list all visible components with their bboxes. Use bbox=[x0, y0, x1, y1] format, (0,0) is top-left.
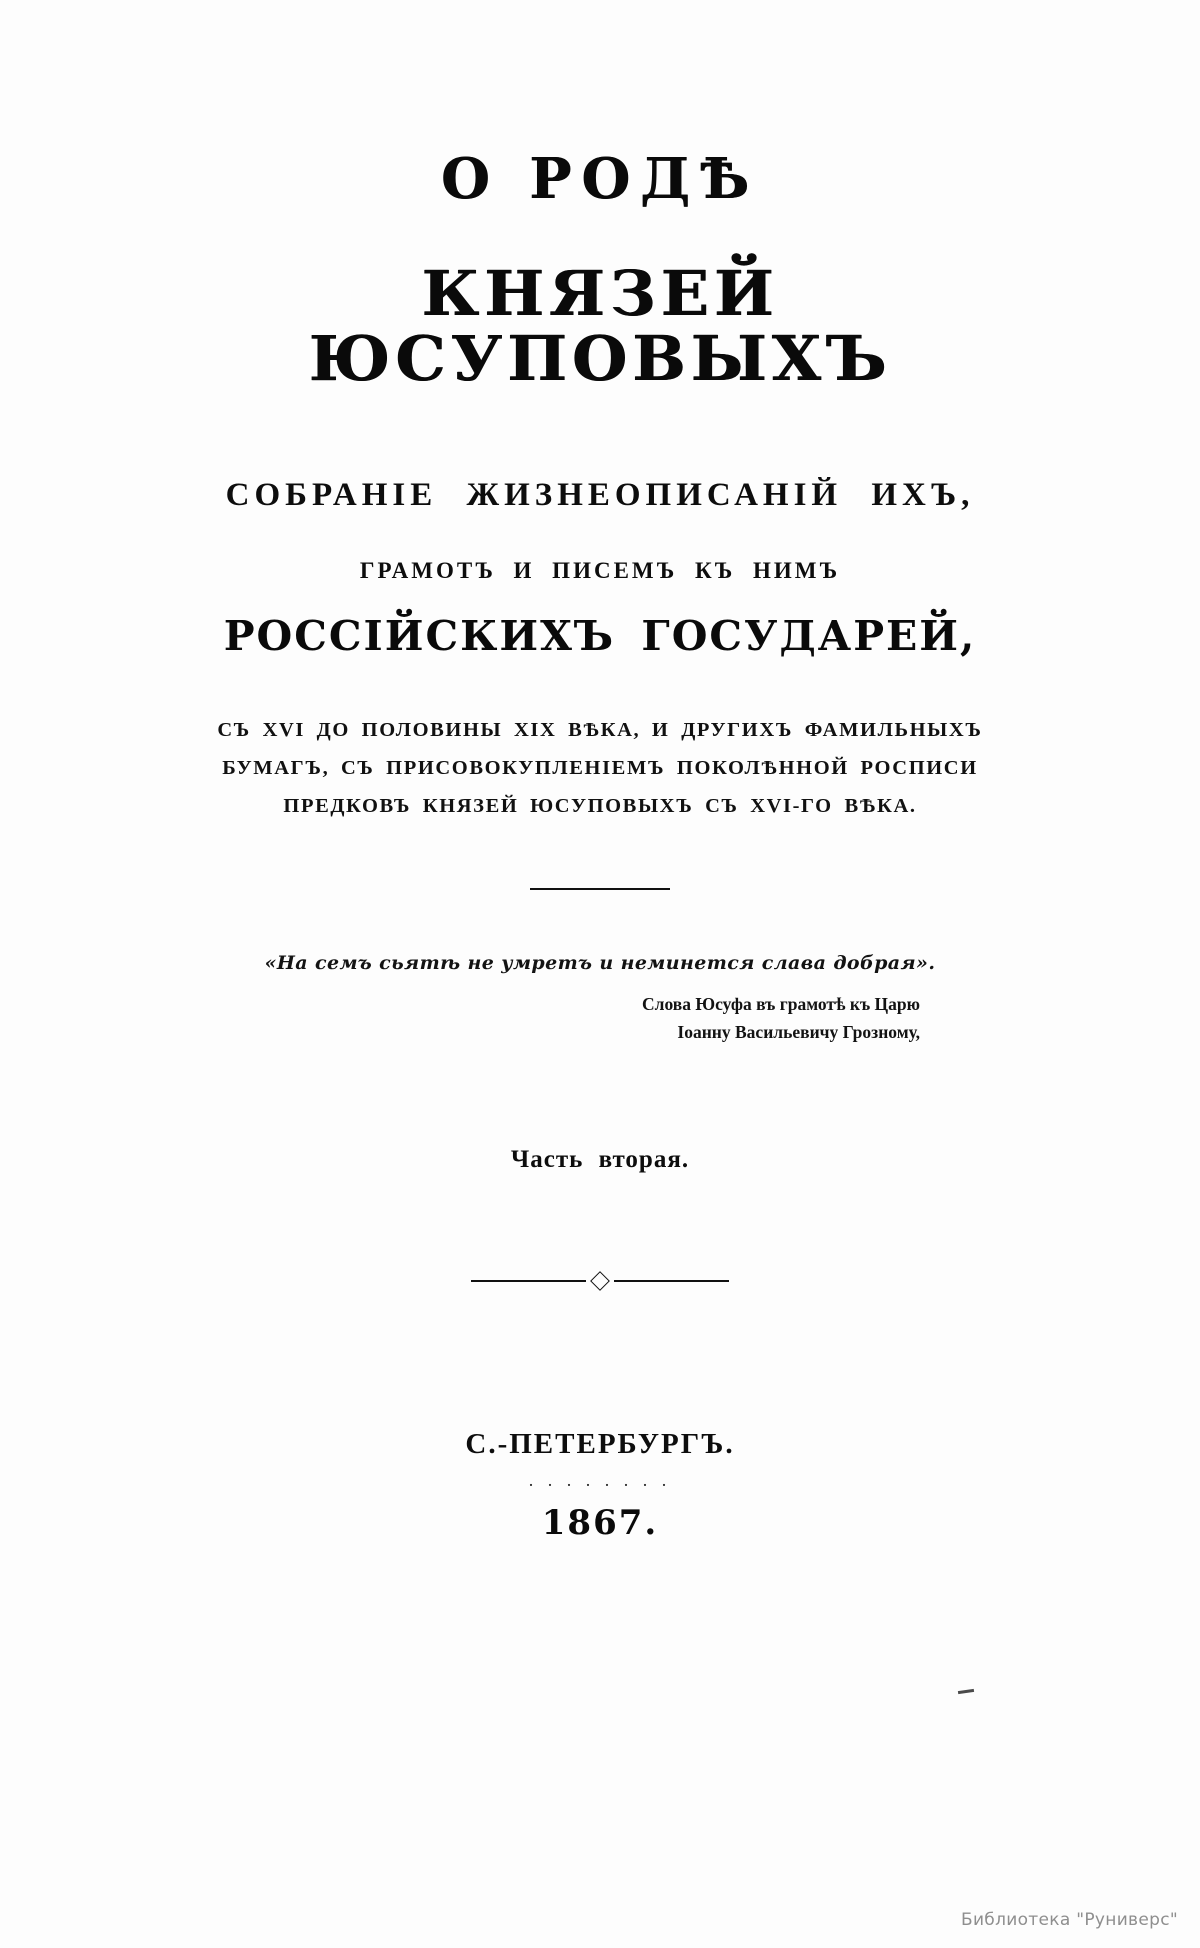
attribution-line-2: Іоанну Васильевичу Грозному, bbox=[677, 1021, 920, 1042]
title-subject: КНЯЗЕЙ ЮСУПОВЫХЪ bbox=[308, 256, 892, 395]
ornament-divider bbox=[150, 1274, 1050, 1288]
subtitle-collection: СОБРАНІЕ ЖИЗНЕОПИСАНІЙ ИХЪ, bbox=[225, 476, 975, 513]
page-title: О РОДѢ bbox=[440, 146, 760, 212]
imprint-city: С.-ПЕТЕРБУРГЪ. bbox=[465, 1427, 735, 1460]
volume-part-label: Часть вторая. bbox=[510, 1145, 690, 1173]
library-watermark: Библиотека "Руниверс" bbox=[961, 1910, 1178, 1930]
attribution-line-1: Слова Юсуфа въ грамотѣ къ Царю bbox=[642, 993, 920, 1014]
subtitle-charters: ГРАМОТЪ И ПИСЕМЪ КЪ НИМЪ bbox=[359, 557, 841, 583]
description-paragraph: СЪ XVI ДО ПОЛОВИНЫ XIX ВѢКА, И ДРУГИХЪ ФАМИЛЬНЫХЪ БУМАГЪ, СЪ ПРИСОВОКУПЛЕНІЕМЪ ПОКОЛѢННОЙ РОСПИСИ ПРЕДКОВЪ КНЯЗЕЙ ЮСУПОВЫХЪ СЪ XVI-ГО ВѢКА. bbox=[217, 718, 983, 817]
horizontal-rule bbox=[530, 888, 670, 890]
imprint-year: 1867. bbox=[541, 1502, 659, 1543]
ornament-left-segment bbox=[471, 1280, 586, 1282]
title-block bbox=[150, 0, 1050, 1543]
epigraph-attribution bbox=[150, 990, 1050, 1046]
epigraph-quote: «На семъ сьятѣ не умретъ и неминется слава добрая». bbox=[264, 951, 936, 974]
page-speck bbox=[958, 1689, 974, 1694]
diamond-icon bbox=[590, 1271, 610, 1291]
subtitle-sovereigns: РОССІЙСКИХЪ ГОСУДАРЕЙ, bbox=[223, 611, 977, 660]
imprint-dot-rule: . . . . . . . . bbox=[528, 1469, 672, 1490]
ornament-right-segment bbox=[614, 1280, 729, 1282]
